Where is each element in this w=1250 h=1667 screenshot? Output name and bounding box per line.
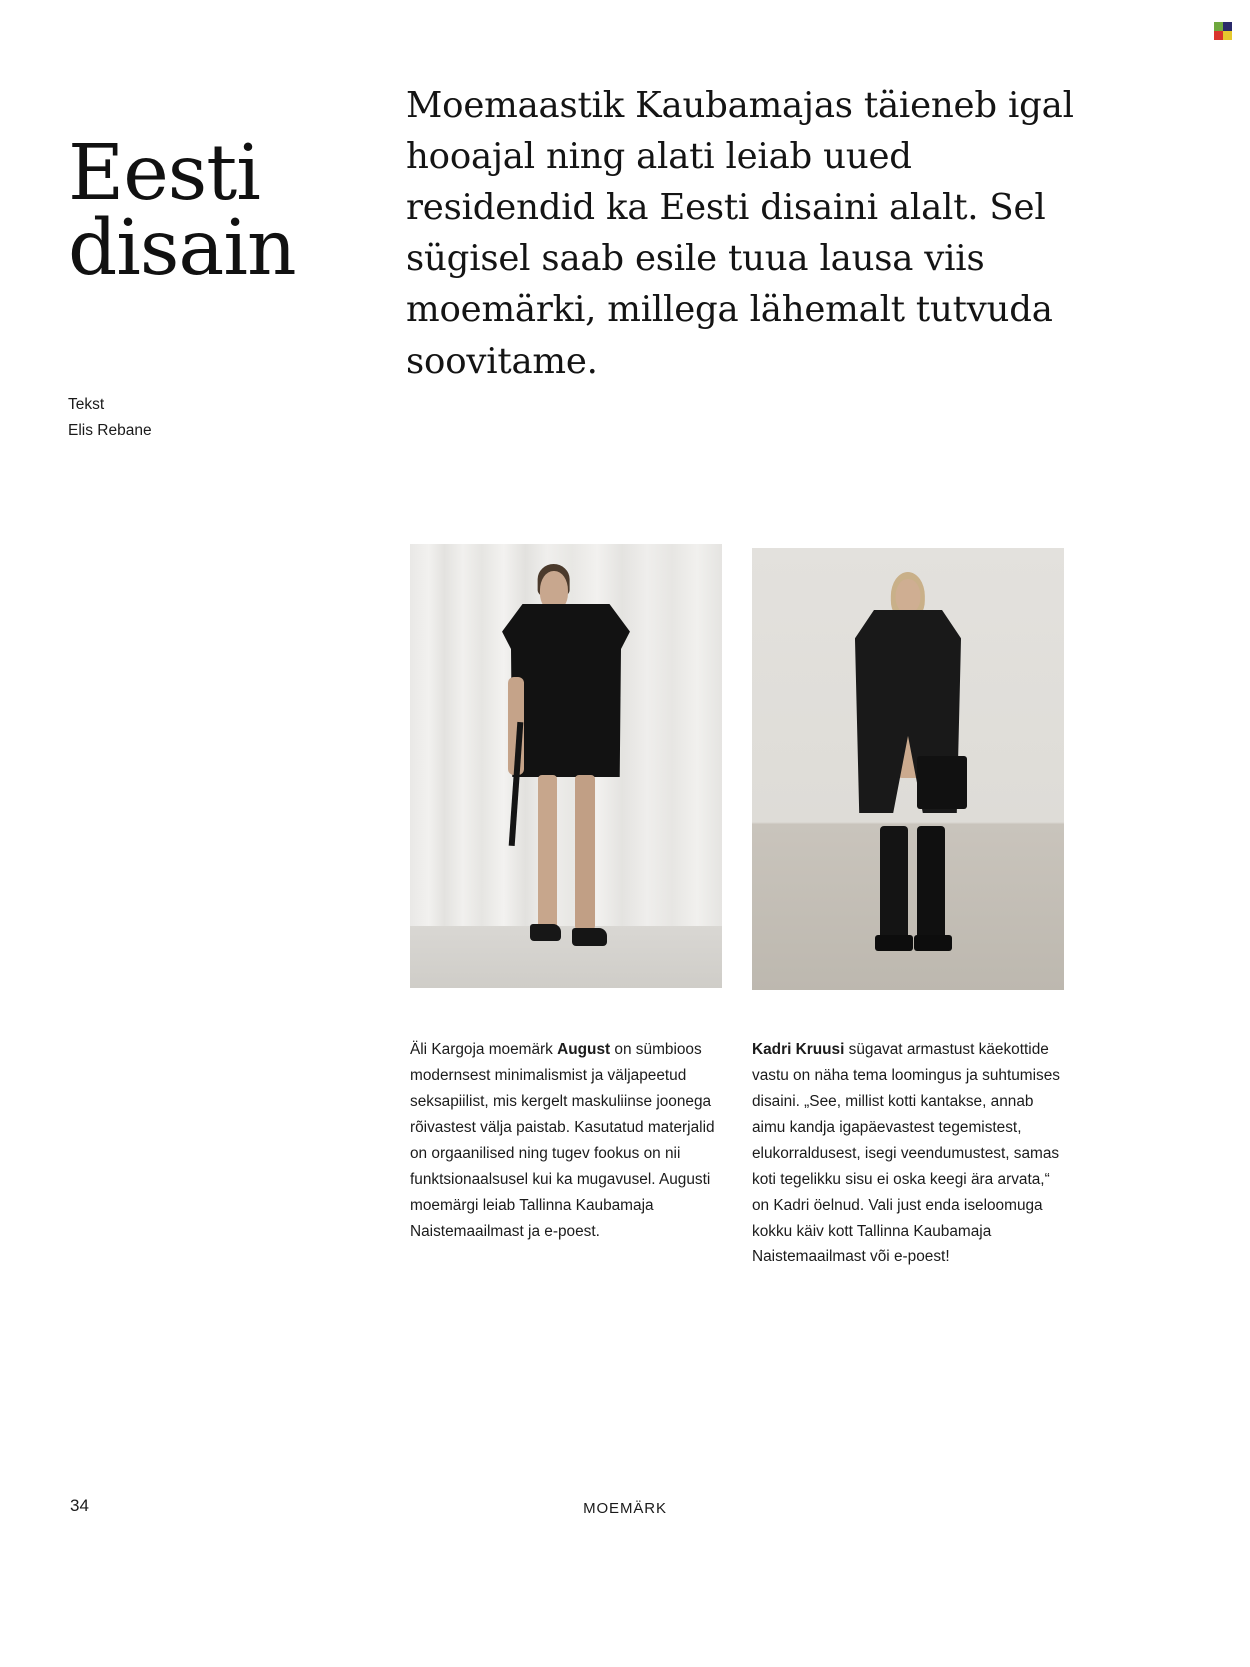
brand-name-kadri-kruus: Kadri Kruusi	[752, 1041, 845, 1059]
color-registration-mark-icon	[1214, 22, 1232, 40]
boot-left	[880, 826, 908, 941]
photo-august-model	[410, 544, 722, 988]
boot-sole-right	[914, 935, 951, 951]
page-number: 34	[70, 1496, 89, 1515]
footer-section-title: MOEMÄRK	[583, 1500, 667, 1517]
boot-sole-left	[875, 935, 912, 951]
mark-swatch-green	[1214, 22, 1223, 31]
byline-label: Tekst	[68, 396, 105, 413]
mark-swatch-blue	[1223, 22, 1232, 31]
column-right-body: sügavat armastust käekottide vastu on näha tema loomingus ja suhtumises disaini. „See, millist kotti kantakse, annab aimu kandja igapäevastest tegemistest, elukorraldusest, isegi veendumustest, samas koti tegelikku sisu ei oska keegi ära arvata,“ on Kadri öelnud. Vali just enda iseloomuga kokku käiv kott Tallinna Kaubamaja Naistemaailmast või e-poest!	[752, 1041, 1060, 1266]
brand-name-august: August	[557, 1041, 611, 1059]
headline-line-1: Eesti	[68, 128, 260, 218]
floor	[410, 926, 722, 988]
boot-right	[917, 826, 945, 941]
model-shoe-left	[530, 924, 561, 942]
mark-swatch-yellow	[1223, 31, 1232, 40]
headline-line-2: disain	[68, 204, 296, 294]
article-column-right	[752, 1037, 1064, 1270]
photo-kadri-kruus-model	[752, 548, 1064, 990]
standfirst: Moemaastik Kaubamajas täieneb igal hooajal ning alati leiab uued residendid ka Eesti disaini alalt. Sel sügisel saab esile tuua lausa viis moemärki, millega lähemalt tutvuda soovitame.	[406, 85, 1074, 382]
brand-lead-text: Äli Kargoja moemärk	[410, 1041, 558, 1059]
column-left-body: on sümbioos modernsest minimalismist ja väljapeetud seksapiilist, mis kergelt maskuliinse joonega rõivastest välja paistab. Kasutatud materjalid on orgaanilised ning tugev fookus on nii funktsionaalsusel kui ka mugavusel. Augusti moemärgi leiab Tallinna Kaubamaja Naistemaailmast ja e-poest.	[410, 1041, 715, 1240]
article-column-left	[410, 1037, 722, 1244]
page-title	[68, 128, 378, 294]
model-shoe-right	[572, 928, 606, 946]
mark-swatch-red	[1214, 31, 1223, 40]
model-leg-left	[538, 775, 557, 930]
byline	[68, 392, 152, 445]
model-head	[896, 579, 921, 614]
model-leg-right	[575, 775, 594, 930]
byline-author: Elis Rebane	[68, 422, 152, 440]
black-handbag	[917, 756, 967, 809]
